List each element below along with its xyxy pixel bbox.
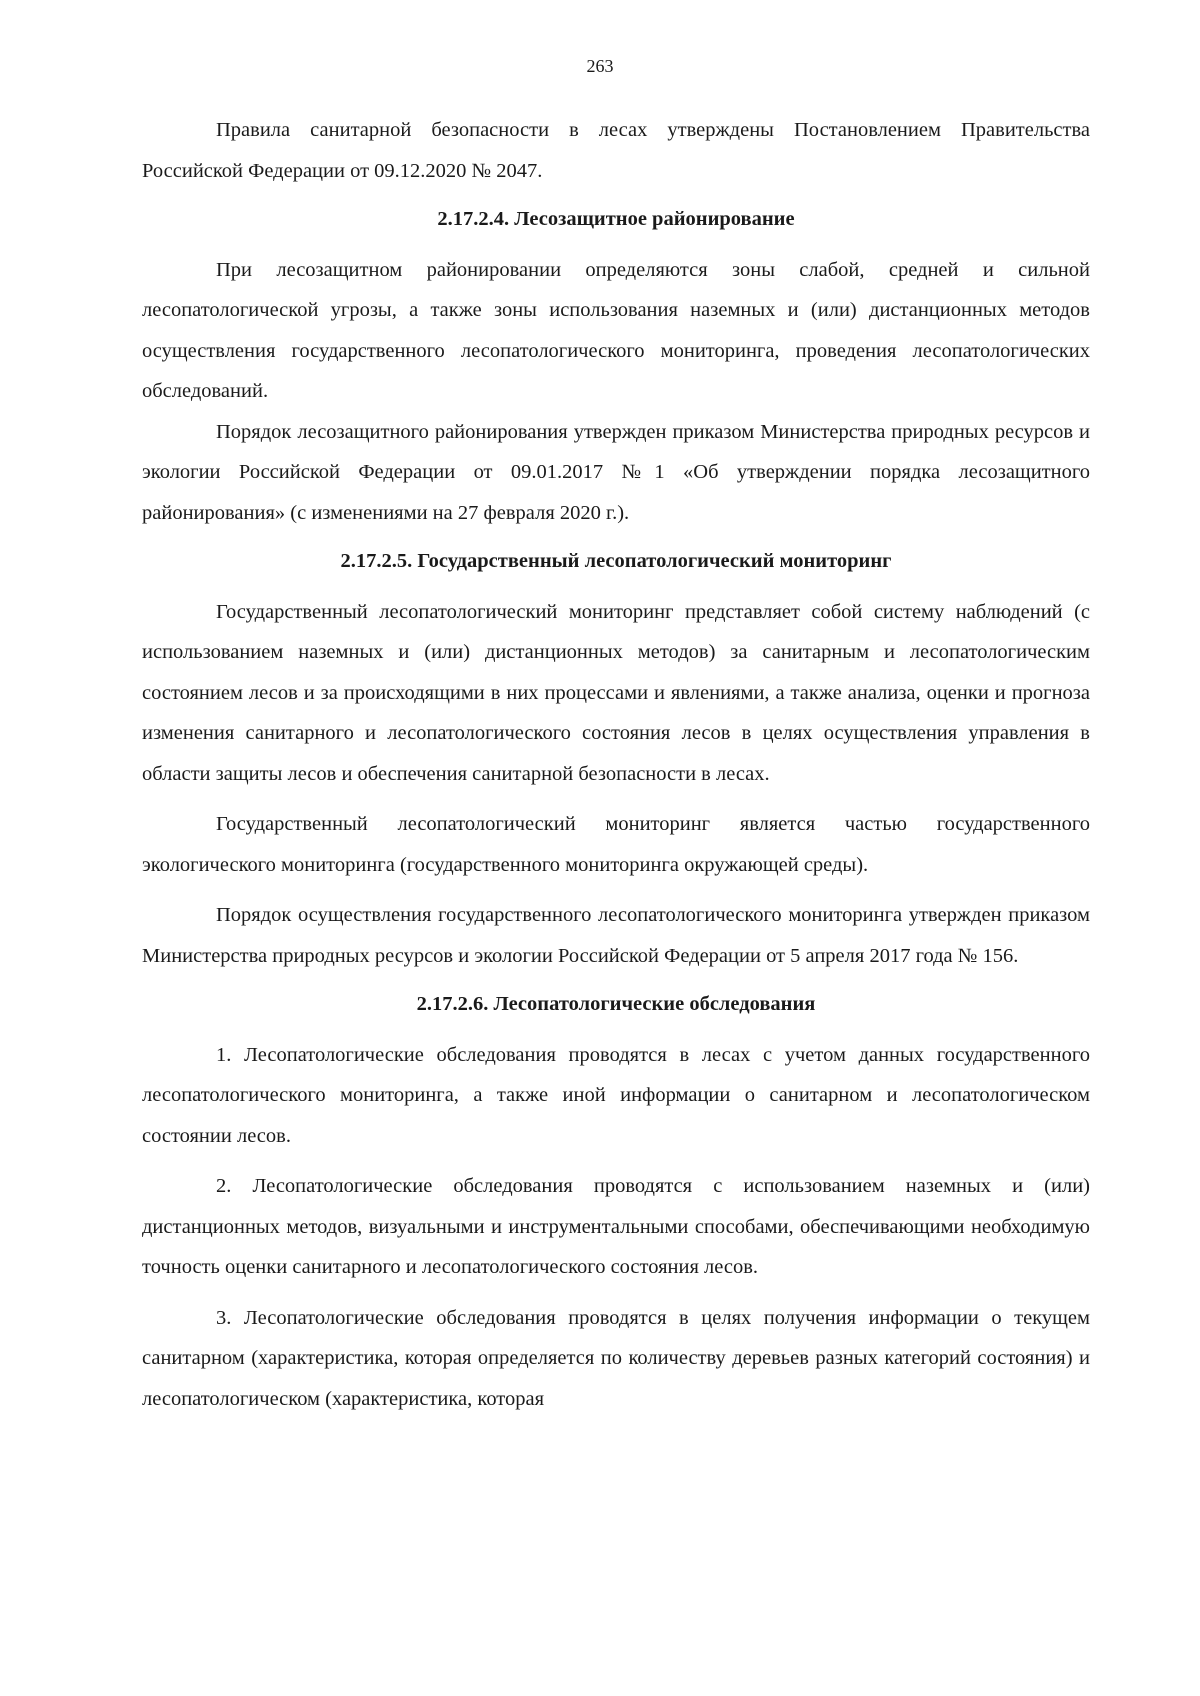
paragraph-monitoring-part: Государственный лесопатологический мониторинг является частью государственного экологического мониторинга (государственного мониторинга окружающей среды). <box>142 813 1090 876</box>
paragraph-survey-item-3: 3. Лесопатологические обследования проводятся в целях получения информации о текущем санитарном (характеристика, которая определяется по количеству деревьев разных категорий состояния) и лесопатологическом (характеристика, которая <box>142 1306 1090 1410</box>
page-number: 263 <box>586 56 614 76</box>
paragraph-sanitary-rules: Правила санитарной безопасности в лесах утверждены Постановлением Правительства Российской Федерации от 09.12.2020 № 2047. <box>142 119 1090 182</box>
paragraph-monitoring-order: Порядок осуществления государственного лесопатологического мониторинга утвержден приказом Министерства природных ресурсов и экологии Российской Федерации от 5 апреля 2017 года № 156. <box>142 904 1090 967</box>
paragraph-zoning-zones: При лесозащитном районировании определяются зоны слабой, средней и сильной лесопатологической угрозы, а также зоны использования наземных и (или) дистанционных методов осуществления государственного лесопатологического мониторинга, проведения лесопатологических обследований. <box>142 258 1090 402</box>
heading-surveys: 2.17.2.6. Лесопатологические обследования <box>416 993 816 1015</box>
heading-forest-protection-zoning: 2.17.2.4. Лесозащитное районирование <box>437 208 795 230</box>
page-content <box>142 110 1090 1419</box>
paragraph-zoning-order: Порядок лесозащитного районирования утвержден приказом Министерства природных ресурсов и экологии Российской Федерации от 09.01.2017 №1 «Об утверждении порядка лесозащитного районирования» (с изменениями на 27 февраля 2020 г.). <box>142 420 1090 524</box>
paragraph-monitoring-definition: Государственный лесопатологический мониторинг представляет собой систему наблюдений (с использованием наземных и (или) дистанционных методов) за санитарным и лесопатологическим состоянием лесов и за происходящими в них процессами и явлениями, а также анализа, оценки и прогноза изменения санитарного и лесопатологического состояния лесов в целях осуществления управления в области защиты лесов и обеспечения санитарной безопасности в лесах. <box>142 600 1090 785</box>
paragraph-survey-item-2: 2. Лесопатологические обследования проводятся с использованием наземных и (или) дистанционных методов, визуальными и инструментальными способами, обеспечивающими необходимую точность оценки санитарного и лесопатологического состояния лесов. <box>142 1175 1090 1278</box>
heading-state-monitoring: 2.17.2.5. Государственный лесопатологический мониторинг <box>340 550 892 572</box>
paragraph-survey-item-1: 1. Лесопатологические обследования проводятся в лесах с учетом данных государственного лесопатологического мониторинга, а также иной информации о санитарном и лесопатологическом состоянии лесов. <box>142 1043 1090 1147</box>
